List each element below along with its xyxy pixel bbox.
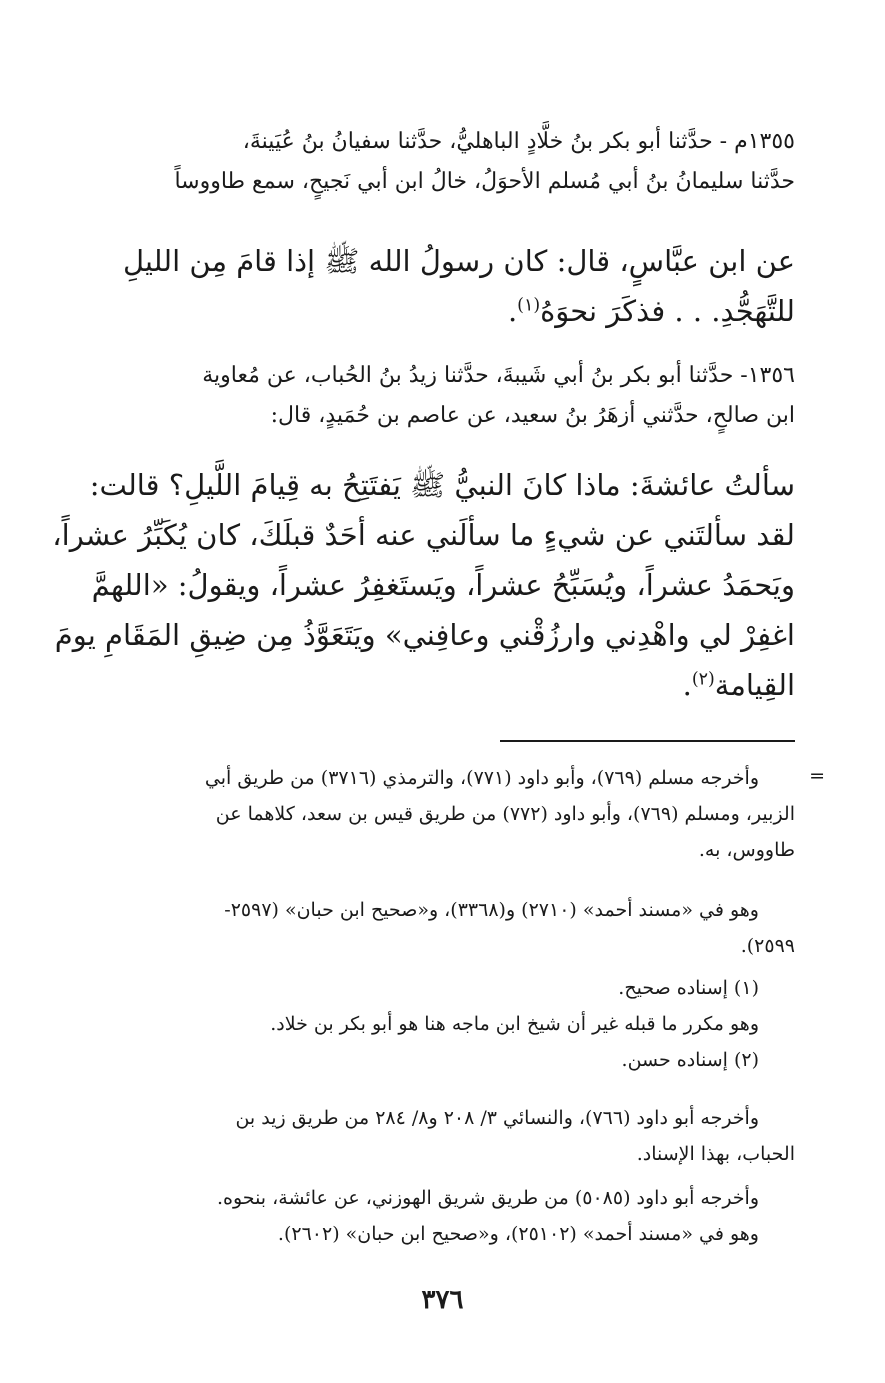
isnad-line: حدَّثنا سليمانُ بنُ أبي مُسلم الأحوَلُ، خالُ ابن أبي نَجيحٍ، سمع طاووساً [174,169,795,194]
footnote-line: (١) إسناده صحيح. [618,977,759,999]
isnad-line: ١٣٥٦- حدَّثنا أبو بكر بنُ أبي شَيبةَ، حدَّثنا زيدُ بنُ الحُباب، عن مُعاوية [202,363,795,388]
matn-line: سألتُ عائشةَ: ماذا كانَ النبيُّ ﷺ يَفتَتِحُ به قِيامَ اللَّيلِ؟ قالت: [89,468,795,502]
footnote-line: وهو في «مسند أحمد» (٢٥١٠٢)، و«صحيح ابن حبان» (٢٦٠٢). [277,1223,759,1245]
matn-line: للتَّهَجُّدِ. . . فذكَرَ نحوَهُ$^{(١)}$. [507,294,795,328]
continuation-mark: = [809,765,825,787]
matn-line: اغفِرْ لي واهْدِني وارزُقْني وعافِني» ويَتَعَوَّذُ مِن ضِيقِ المَقَامِ يومَ [54,618,795,652]
footnote-line: (٢) إسناده حسن. [621,1049,759,1071]
isnad-line: ١٣٥٥م - حدَّثنا أبو بكر بنُ خلَّادٍ الباهليُّ، حدَّثنا سفيانُ بنُ عُيَينةَ، [242,129,795,154]
footnote-1 [75,970,795,1078]
footnote-2 [75,1100,795,1172]
footnote-line: طاووس، به. [698,839,795,861]
footnote-line: الزبير، ومسلم (٧٦٩)، وأبو داود (٧٧٢) من طريق قيس بن سعد، كلاهما عن [215,803,795,825]
hadith-1355-isnad [75,122,795,202]
isnad-line: ابن صالحٍ، حدَّثني أزهَرُ بنُ سعيد، عن عاصم بن حُمَيدٍ، قال: [270,403,795,428]
footnote-line: ٢٥٩٩). [740,935,795,957]
footnote-separator [500,740,795,742]
footnote-line: الحباب، بهذا الإسناد. [636,1143,795,1165]
footnote-continuation [75,760,795,868]
hadith-1355-matn [75,236,795,336]
footnote-continuation-2 [75,892,795,964]
footnote-2-more [75,1180,795,1252]
matn-line: القِيامة$^{(٢)}$. [682,668,795,702]
hadith-1356-isnad [75,356,795,436]
footnote-ref-1: (١) [517,295,541,316]
footnote-line: وهو مكرر ما قبله غير أن شيخ ابن ماجه هنا هو أبو بكر بن خلاد. [270,1013,759,1035]
footnote-line: وأخرجه أبو داود (٧٦٦)، والنسائي ٣/ ٢٠٨ و٨/ ٢٨٤ من طريق زيد بن [235,1107,759,1129]
footnote-line: وأخرجه أبو داود (٥٠٨٥) من طريق شريق الهوزني، عن عائشة، بنحوه. [217,1187,759,1209]
footnote-line: وأخرجه مسلم (٧٦٩)، وأبو داود (٧٧١)، والترمذي (٣٧١٦) من طريق أبي [204,767,759,789]
matn-line: ويَحمَدُ عشراً، ويُسَبِّحُ عشراً، ويَستَغفِرُ عشراً، ويقولُ: «اللهمَّ [91,568,795,602]
matn-line: لقد سألتَني عن شيءٍ ما سألَني عنه أحَدٌ قبلَكَ، كان يُكَبِّرُ عشراً، [52,518,795,552]
footnote-ref-2: (٢) [691,669,715,690]
matn-line: عن ابن عبَّاسٍ، قال: كان رسولُ الله ﷺ إذا قامَ مِن الليلِ [122,244,795,278]
hadith-1356-matn [52,460,795,710]
page-number: ٣٧٦ [421,1285,464,1315]
footnote-line: وهو في «مسند أحمد» (٢٧١٠) و(٣٣٦٨)، و«صحيح ابن حبان» (٢٥٩٧- [224,899,759,921]
matn-text: للتَّهَجُّدِ. . . فذكَرَ نحوَهُ [540,294,795,328]
matn-text: القِيامة [714,668,795,702]
